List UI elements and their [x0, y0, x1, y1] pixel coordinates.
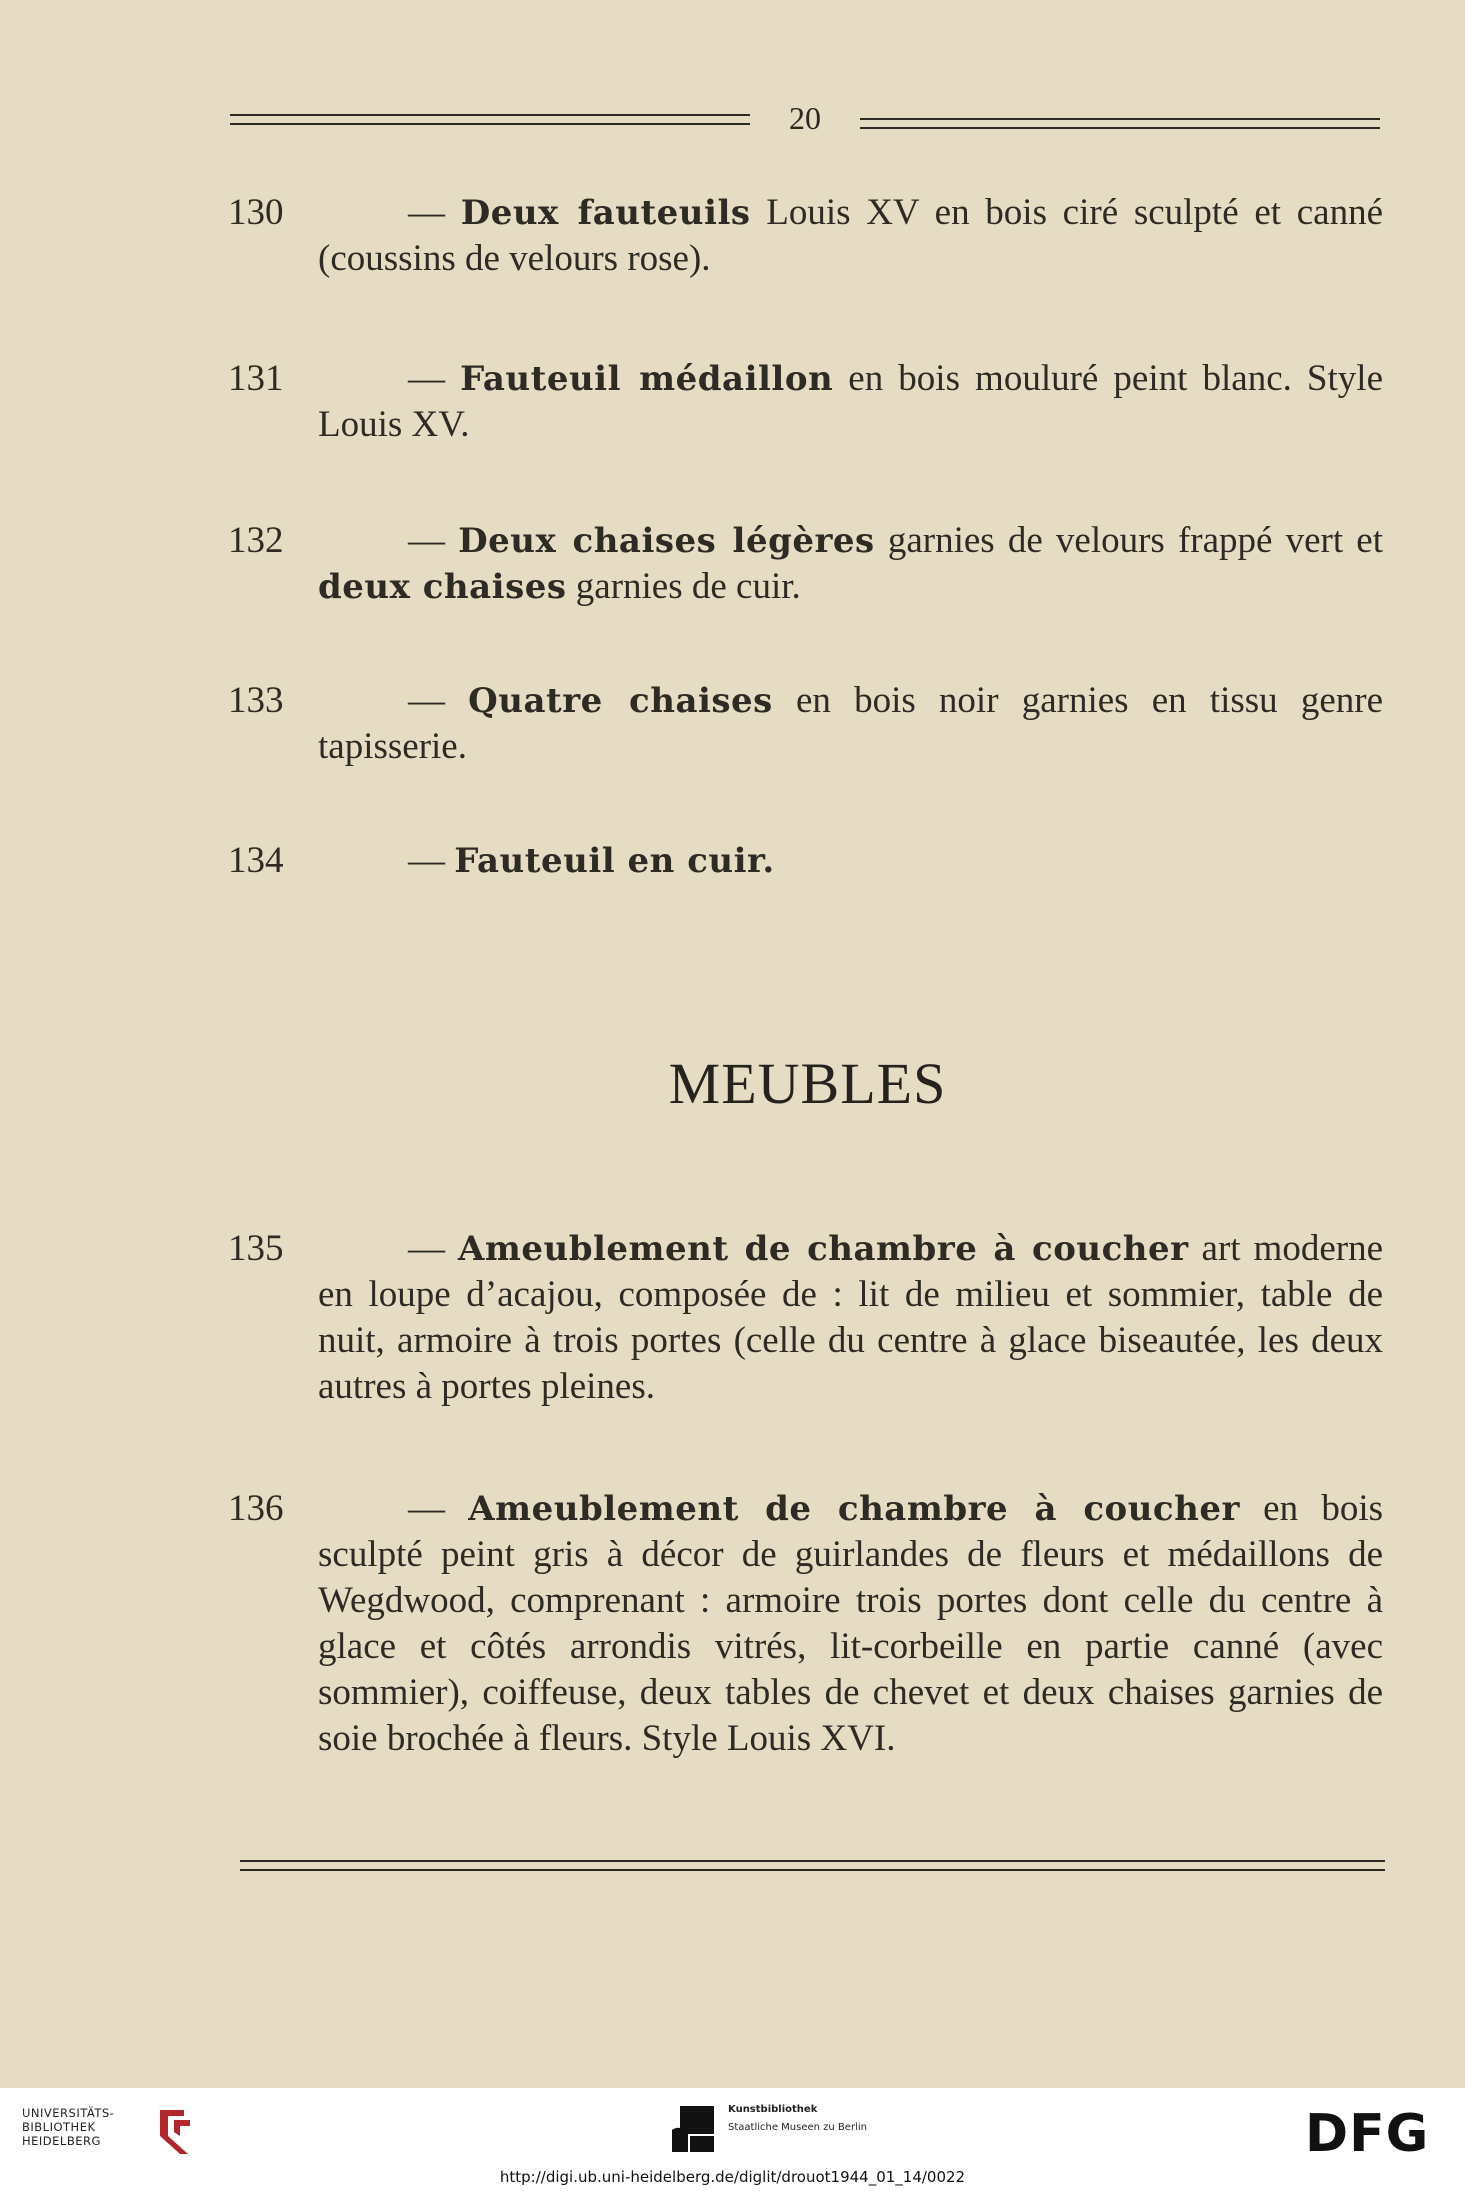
entry-body: [318, 1486, 1383, 1762]
section-title: MEUBLES: [668, 1051, 947, 1116]
entry-body: [318, 356, 1383, 448]
digitization-footer: [0, 2088, 1465, 2191]
kunstbibliothek-subtitle: Staatliche Museen zu Berlin: [728, 2122, 867, 2133]
entry-title: Deux fauteuils: [460, 193, 751, 233]
uni-line-3: HEIDELBERG: [22, 2134, 101, 2148]
kunstbibliothek-title: Kunstbibliothek: [728, 2104, 818, 2115]
uni-line-1: UNIVERSITÄTS-: [22, 2106, 115, 2120]
entry-text: art moderne en loupe d’acajou, composée de : lit de milieu et sommier, table de nuit, armoire à trois portes (celle du centre à glace biseautée, les deux autres à portes pleines.: [318, 1228, 1383, 1407]
entry-title: Ameublement de chambre à coucher: [457, 1229, 1189, 1269]
entry-title-secondary: deux chaises: [318, 567, 567, 607]
entry-number: 131: [228, 358, 284, 399]
source-url[interactable]: http://digi.ub.uni-heidelberg.de/diglit/drouot1944_01_14/0022: [499, 2168, 966, 2186]
entry-dash: —: [408, 358, 445, 399]
uni-line-2: BIBLIOTHEK: [22, 2120, 96, 2134]
entry-dash: —: [408, 680, 445, 721]
entry-text-secondary: garnies de cuir.: [566, 566, 801, 607]
university-library-logo: [22, 2106, 182, 2148]
entry-dash: —: [408, 1488, 445, 1529]
entry-title: Deux chaises légères: [458, 521, 875, 561]
page-number: 20: [789, 100, 821, 136]
entry-number: 132: [228, 520, 284, 561]
entry-number: 135: [228, 1228, 284, 1269]
entry-number: 136: [228, 1488, 284, 1529]
entry-number: 134: [228, 840, 284, 881]
entry-text: en bois mouluré peint blanc. Style Louis XV.: [318, 358, 1383, 445]
entry-number: 133: [228, 680, 284, 721]
kunstbibliothek-logo-icon: [670, 2104, 720, 2154]
entry-body: [318, 838, 1383, 884]
bottom-rule: [240, 1860, 1385, 1871]
page-header: [230, 100, 1380, 140]
dfg-logo: DFG: [1305, 2104, 1430, 2164]
entry-body: [318, 678, 1383, 770]
entry-text: en bois sculpté peint gris à décor de guirlandes de fleurs et médaillons de Wegdwood, comprenant : armoire trois portes dont celle du centre à glace et côtés arrondis vitrés, lit-corbeille en partie canné (avec sommier), coiffeuse, deux tables de chevet et deux chaises garnies de soie brochée à fleurs. Style Louis XVI.: [318, 1488, 1384, 1759]
entry-text: garnies de velours frappé vert et: [874, 520, 1384, 561]
entry-title: Ameublement de chambre à coucher: [468, 1489, 1240, 1529]
header-rule-left: [230, 114, 750, 125]
entry-dash: —: [408, 1228, 445, 1269]
entry-text: en bois noir garnies en tissu genre tapisserie.: [318, 680, 1383, 767]
entry-title: Quatre chaises: [468, 681, 773, 721]
entry-body: [318, 1226, 1383, 1410]
entry-title: Fauteuil en cuir.: [454, 841, 775, 881]
entry-text: Louis XV en bois ciré sculpté et canné (coussins de velours rose).: [318, 192, 1383, 279]
entry-dash: —: [408, 840, 445, 881]
kunstbibliothek-logo: [670, 2100, 930, 2160]
entry-dash: —: [408, 520, 445, 561]
entry-body: [318, 518, 1383, 610]
entry-dash: —: [408, 192, 445, 233]
heidelberg-library-logo-icon: [154, 2106, 196, 2158]
header-rule-right: [860, 118, 1380, 129]
entry-number: 130: [228, 192, 284, 233]
entry-title: Fauteuil médaillon: [460, 359, 834, 399]
entry-body: [318, 190, 1383, 282]
